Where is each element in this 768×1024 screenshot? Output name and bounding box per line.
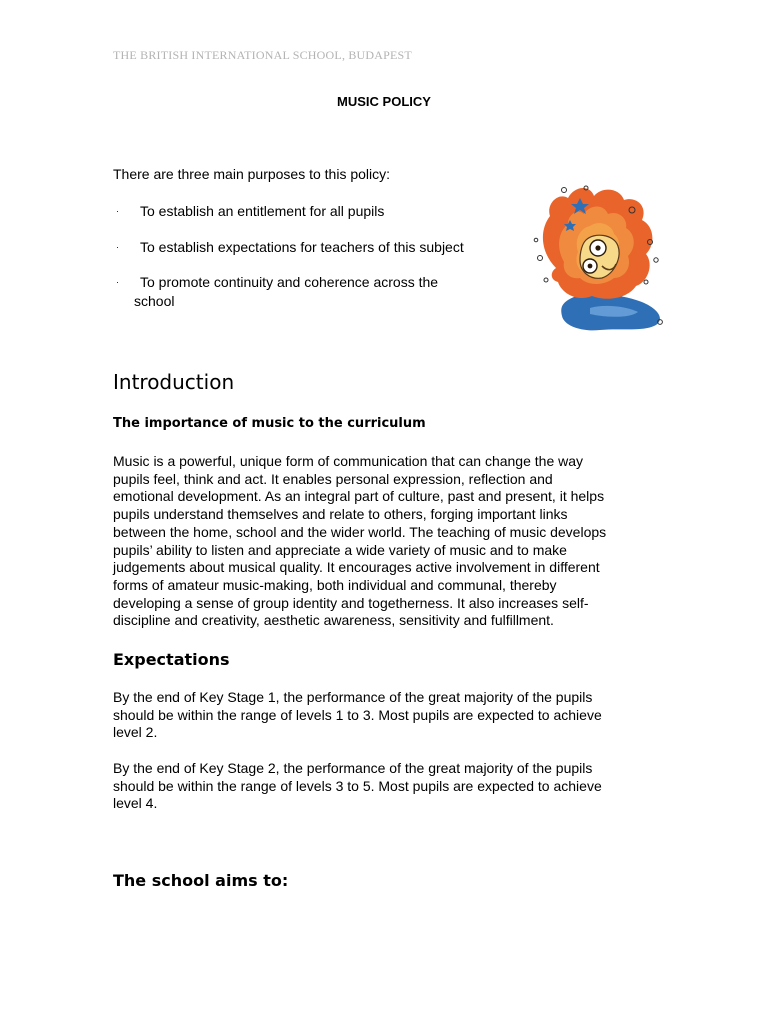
curriculum-importance-subheading: The importance of music to the curriculum: [113, 416, 426, 431]
purpose-item-text: To promote continuity and coherence across the: [140, 274, 439, 290]
introduction-paragraph: [113, 453, 658, 630]
purpose-item-text-continued: school: [134, 293, 175, 309]
paragraph-line: judgements about musical quality. It encourages active involvement in different: [113, 559, 600, 576]
bullet-marker: ·: [116, 277, 119, 287]
key-stage-2-paragraph: [113, 760, 658, 813]
purpose-item: [116, 273, 506, 311]
bullet-marker: ·: [116, 206, 119, 216]
purpose-item-text: To establish expectations for teachers of this subject: [140, 239, 464, 255]
purpose-item: [116, 238, 506, 257]
paragraph-line: pupils’ ability to listen and appreciate a wide variety of music and to make: [113, 541, 567, 558]
musical-creature-illustration: [528, 182, 668, 334]
purpose-item: [116, 202, 506, 221]
key-stage-1-paragraph: [113, 689, 658, 742]
paragraph-line: between the home, school and the wider world. The teaching of music develops: [113, 523, 607, 540]
paragraph-line: should be within the range of levels 3 to 5. Most pupils are expected to achieve: [113, 777, 602, 794]
paragraph-line: emotional development. As an integral part of culture, past and present, it helps: [113, 488, 605, 505]
expectations-heading: Expectations: [113, 650, 230, 669]
paragraph-line: By the end of Key Stage 1, the performance of the great majority of the pupils: [113, 689, 593, 705]
paragraph-line: pupils feel, think and act. It enables personal expression, reflection and: [113, 470, 553, 487]
bullet-marker: ·: [116, 242, 119, 252]
paragraph-line: By the end of Key Stage 2, the performance of the great majority of the pupils: [113, 760, 593, 776]
paragraph-line: level 4.: [113, 795, 158, 812]
paragraph-line: discipline and creativity, aesthetic awareness, sensitivity and fulfillment.: [113, 612, 554, 629]
paragraph-line: forms of amateur music-making, both individual and communal, thereby: [113, 576, 557, 593]
paragraph-line: level 2.: [113, 724, 158, 741]
document-header: THE BRITISH INTERNATIONAL SCHOOL, BUDAPEST: [113, 48, 412, 62]
document-title: MUSIC POLICY: [337, 94, 431, 109]
paragraph-line: pupils understand themselves and relate to others, forging important links: [113, 506, 568, 523]
school-aims-heading: The school aims to:: [113, 871, 289, 890]
purpose-item-text: To establish an entitlement for all pupils: [140, 203, 385, 219]
introduction-heading: Introduction: [113, 370, 235, 394]
paragraph-line: developing a sense of group identity and togetherness. It also increases self-: [113, 594, 589, 611]
purposes-intro-text: There are three main purposes to this policy:: [113, 166, 391, 182]
paragraph-line: should be within the range of levels 1 to 3. Most pupils are expected to achieve: [113, 706, 602, 723]
paragraph-line: Music is a powerful, unique form of communication that can change the way: [113, 453, 584, 469]
